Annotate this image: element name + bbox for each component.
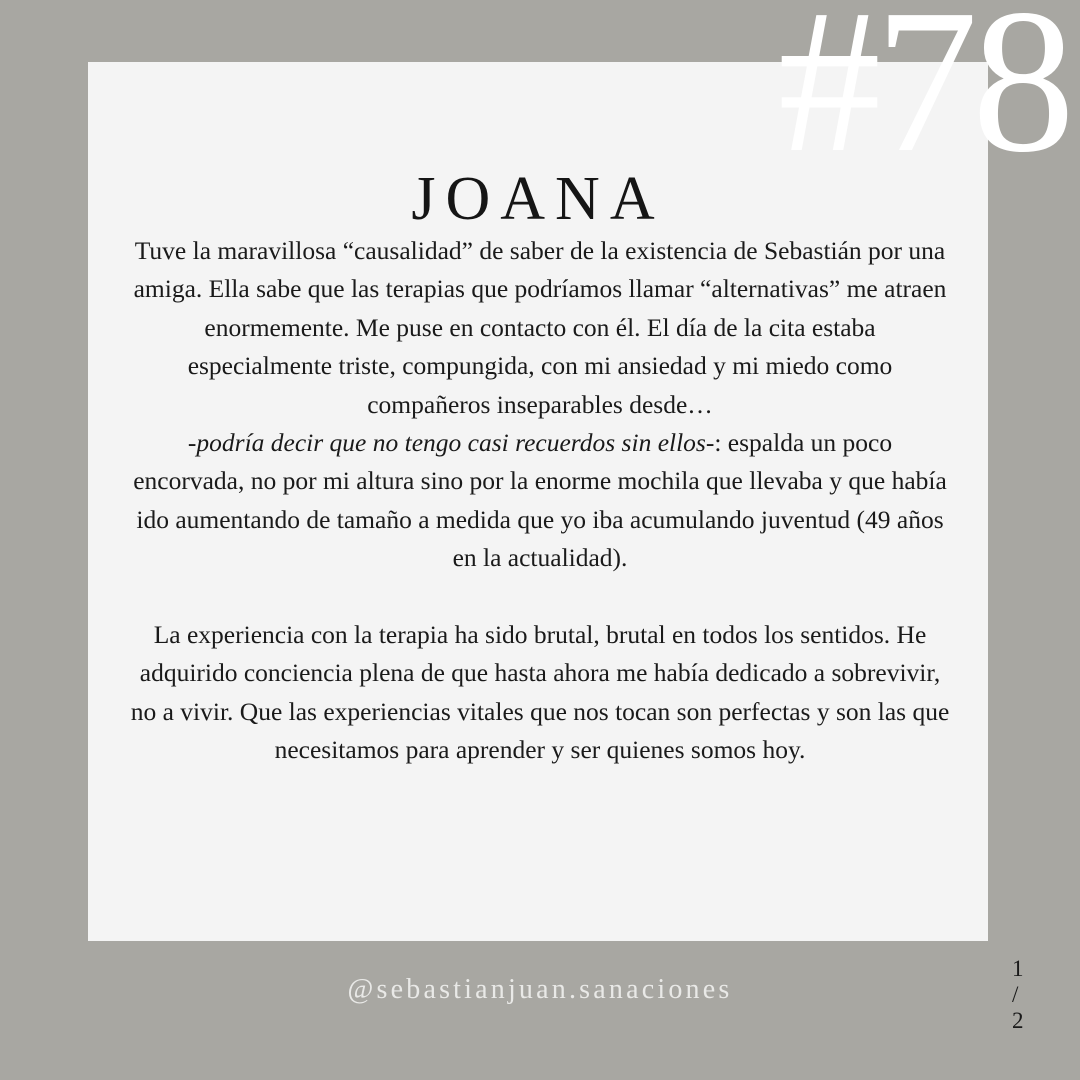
paragraph-1-lead: Tuve la maravillosa “causalidad” de saber de la existencia de Sebastián por una amiga. Ella sabe que las terapias que podríamos llamar “alternativas” me atraen enormemente. Me puse en contacto con él. El día de la cita estaba especialmente triste, compungida, con mi ansiedad y mi miedo como compañeros inseparables desde… — [133, 236, 947, 419]
testimonial-paragraph-2: La experiencia con la terapia ha sido brutal, brutal en todos los sentidos. He adquirido conciencia plena de que hasta ahora me había dedicado a sobrevivir, no a vivir. Que las experiencias vitales que nos tocan son perfectas y son las que necesitamos para aprender y ser quienes somos hoy. — [130, 620, 950, 765]
paragraph-1-tail: -: espalda un poco encorvada, no por mi altura sino por la enorme mochila que llevaba y que había ido aumentando de tamaño a medida que yo iba acumulando juventud (49 años en la actualidad). — [133, 428, 947, 573]
social-handle: @sebastianjuan.sanaciones — [347, 974, 733, 1005]
testimonial-paragraph-1 — [130, 232, 950, 578]
paragraph-1-aside: -podría decir que no tengo casi recuerdos sin ellos — [187, 428, 706, 458]
testimonial-number-badge: #78 — [778, 0, 1069, 195]
page-indicator: 1 / 2 — [1012, 956, 1024, 1033]
testimonial-body — [130, 232, 950, 770]
testimonial-title: JOANA — [411, 165, 665, 233]
